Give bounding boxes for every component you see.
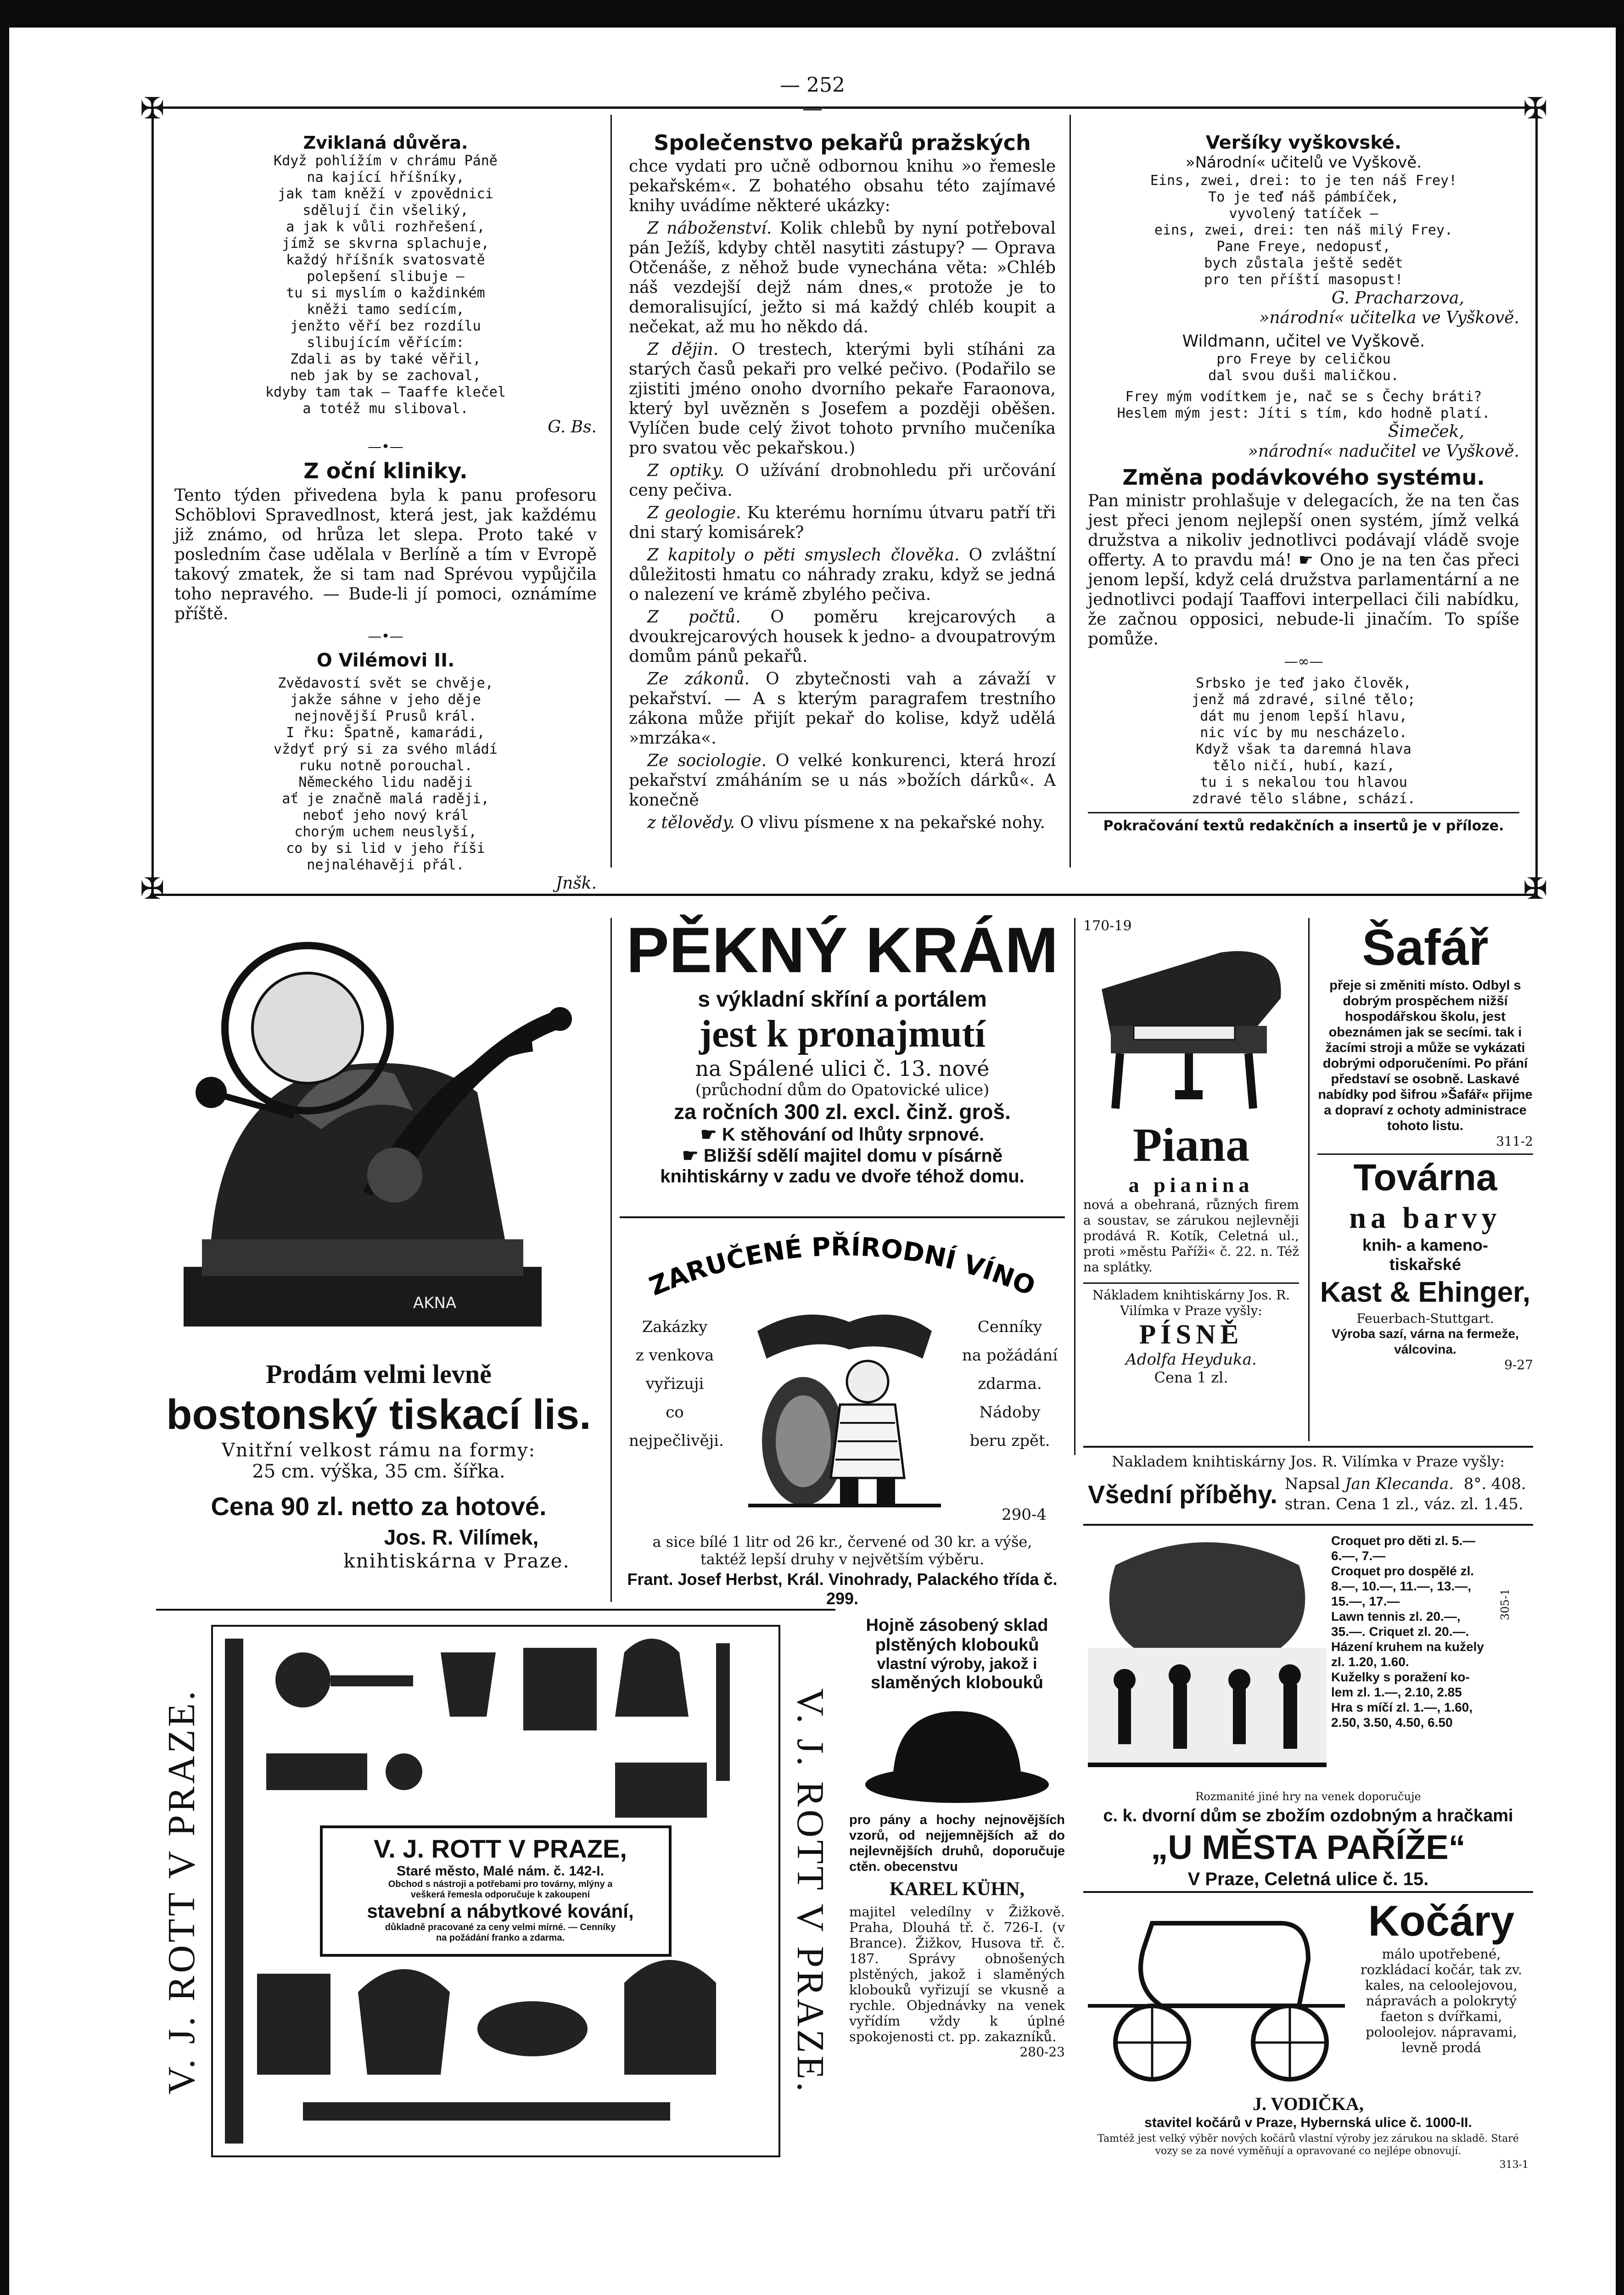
article-item bbox=[629, 751, 1056, 810]
ad-kocary-code: 313-1 bbox=[1499, 2159, 1529, 2171]
poem-line: nejnovější Prusů král. bbox=[294, 708, 477, 724]
ad-piano-sub: a pianina bbox=[1128, 1173, 1254, 1197]
poem-line: nejnaléhavěji přál. bbox=[307, 857, 465, 873]
scan-border-left bbox=[0, 28, 9, 2295]
price-row: Croquet pro dospělé zl. bbox=[1331, 1564, 1474, 1578]
rott-l1: Obchod s nástroji a potřebami pro továrny, mlýny a bbox=[388, 1879, 613, 1889]
pointing-hand-icon: ☛ bbox=[700, 1125, 722, 1145]
article-items bbox=[629, 218, 1056, 833]
ad-barvy-t1: Továrna bbox=[1353, 1157, 1497, 1198]
poem-verse bbox=[1088, 389, 1519, 422]
price-row: 8.—, 10.—, 11.—, 13.—, bbox=[1331, 1579, 1472, 1593]
wine-right-line: na požádání bbox=[962, 1346, 1058, 1365]
ad-kocary-text-block bbox=[1354, 1896, 1529, 2055]
poem-line: pro ten příští masopust! bbox=[1204, 272, 1403, 288]
ad-hats-l4: slaměných klobouků bbox=[871, 1673, 1043, 1692]
separator-ornament-icon: —•— bbox=[368, 628, 403, 644]
price-row: Házení kruhem na kužely zl. 1.20, 1.60. bbox=[1331, 1640, 1484, 1669]
wine-left-line: vyřizuji bbox=[645, 1375, 704, 1393]
separator-ornament-icon: —•— bbox=[368, 439, 403, 455]
wine-left-text bbox=[629, 1313, 724, 1455]
poem-signature: Jnšk. bbox=[555, 874, 597, 893]
rott-side-left-text: V. J. ROTT V PRAZE. bbox=[160, 1688, 203, 2094]
rott-side-right-text: V. J. ROTT V PRAZE. bbox=[789, 1688, 832, 2094]
article-item bbox=[629, 813, 1056, 833]
poem-line: eins, zwei, drei: ten náš milý Frey. bbox=[1154, 222, 1453, 238]
article-item-lead: Z kapitoly o pěti smyslech člověka. bbox=[647, 546, 969, 565]
poem-title: O Vilémovi II. bbox=[316, 650, 455, 671]
ad-pribehy-a3: stran. bbox=[1284, 1495, 1331, 1513]
ad-wine-l1: a sice bílé 1 litr od 26 kr., červené od 30 kr. a výše, bbox=[652, 1533, 1032, 1551]
poem-signature: »národní« nadučitel ve Vyškově. bbox=[1248, 442, 1519, 461]
ad-hats-name: KAREL KÜHN, bbox=[889, 1879, 1025, 1900]
printing-press-illustration bbox=[156, 918, 601, 1349]
price-row: 15.—, 17.— bbox=[1331, 1594, 1400, 1608]
ad-press-firm2: knihtiskárna v Praze. bbox=[343, 1550, 570, 1572]
ad-shop-l3: na Spálené ulici č. 13. nové bbox=[695, 1056, 990, 1081]
ad-wine-firm: Frant. Josef Herbst, Král. Vinohrady, Palackého třída č. 299. bbox=[627, 1570, 1058, 1608]
ad-press-price: Cena 90 zl. netto za hotové. bbox=[211, 1492, 547, 1521]
poem-line: Když však ta daremná hlava bbox=[1196, 741, 1411, 757]
poem-line: kněži tamo sedícím, bbox=[307, 302, 465, 318]
ad-rule bbox=[1083, 1524, 1533, 1526]
ad-rott bbox=[156, 1616, 835, 2166]
price-row: Hra s míčí zl. 1.—, 1.60, bbox=[1331, 1700, 1473, 1714]
poem-line: I řku: Špatně, kamarádi, bbox=[286, 725, 485, 741]
poem-line: vždyť prý si za svého mládí bbox=[274, 741, 498, 757]
poem-line: Německého lidu naději bbox=[298, 774, 473, 790]
corner-ornament-icon: ✠ bbox=[1523, 92, 1548, 126]
poem-line: jímž se skvrna splachuje, bbox=[282, 235, 489, 252]
ad-shop-title: PĚKNÝ KRÁM bbox=[626, 914, 1058, 986]
poem-zviklana-duvera bbox=[174, 153, 597, 417]
ad-kocary-text: málo upotřebené, rozkládací kočár, tak zv. kales, na celoolejovou, nápravách a polokrytý faeton s dvířkami, poloolejov. nápravami, levně prodá bbox=[1360, 1946, 1523, 2055]
article-item-lead: Ze zákonů. bbox=[647, 670, 766, 688]
article-item bbox=[629, 218, 1056, 337]
article-item-text: O zvláštní důležitosti hmatu co náhrady zraku, když se jedná o nalezení ve krámě zbylého pečiva. bbox=[629, 546, 1056, 604]
price-row: Lawn tennis zl. 20.—, bbox=[1331, 1609, 1461, 1623]
article-item-text: O zbytečnosti vah a závaží v pekařství. — A s kterým paragrafem trestního zákona může přijít pekař do kolise, když udělá »mrzáka«. bbox=[629, 670, 1056, 748]
ad-paris-code: 305-1 bbox=[1499, 1588, 1512, 1620]
ad-rule bbox=[1074, 918, 1075, 1455]
ad-barvy-t3: knih- a kameno- bbox=[1362, 1236, 1489, 1254]
rott-side-right bbox=[785, 1616, 835, 2166]
ad-rule bbox=[1083, 1891, 1533, 1893]
poem-line: jenžto věří bez rozdílu bbox=[290, 318, 481, 334]
wine-left-line: nejpečlivěji. bbox=[629, 1432, 724, 1450]
ad-pisne-title: PÍSNĚ bbox=[1139, 1319, 1243, 1349]
corner-ornament-icon: ✠ bbox=[140, 92, 165, 126]
ad-safar-title: Šafář bbox=[1362, 919, 1489, 976]
ad-kocary-l1: stavitel kočárů v Praze, Hybernská ulice č. 1000-II. bbox=[1144, 2115, 1472, 2130]
poem-line: polepšení slibuje — bbox=[307, 269, 465, 285]
article-item bbox=[629, 503, 1056, 543]
ad-hats bbox=[849, 1616, 1065, 2060]
poem-signature: G. Pracharzova, bbox=[1331, 289, 1464, 308]
poem-line: Pane Freye, nedopusť, bbox=[1216, 239, 1391, 255]
poem-subtitle: »Národní« učitelů ve Vyškově. bbox=[1185, 153, 1422, 172]
poem-title: Veršíky vyškovské. bbox=[1205, 132, 1402, 153]
article-item-text: O velké konkurenci, která hrozí pekařství zmáháním se u nás »božích dárků«. A konečně bbox=[629, 751, 1056, 810]
ad-shop-l5: za ročních 300 zl. excl. činž. groš. bbox=[674, 1100, 1011, 1124]
wine-arc-heading bbox=[620, 1221, 1065, 1304]
ad-wine bbox=[620, 1221, 1065, 1608]
wine-arc-text: ZARUČENÉ PŘÍRODNÍ VÍNO bbox=[645, 1231, 1040, 1302]
article-title: Společenstvo pekařů pražských bbox=[654, 130, 1031, 155]
poem-line: zdravé tělo slábne, schází. bbox=[1192, 791, 1416, 807]
ad-rule bbox=[1083, 1446, 1533, 1448]
poem-line: dát mu jenom lepší hlavu, bbox=[1200, 708, 1407, 724]
poem-subtitle: Wildmann, učitel ve Vyškově. bbox=[1182, 332, 1425, 351]
price-row: 2.50, 3.50, 4.50, 6.50 bbox=[1331, 1715, 1453, 1730]
ad-barvy-t5: Kast & Ehinger, bbox=[1320, 1276, 1531, 1308]
pointing-hand-icon: ☛ bbox=[682, 1146, 704, 1166]
price-row: lem zl. 1.—, 2.10, 2.85 bbox=[1331, 1685, 1462, 1699]
article-item-text: O poměru krejcarových a dvoukrejcarových housek k jedno- a dvoupatrovým domům pánů pekařů. bbox=[629, 608, 1056, 666]
ad-press-line4: 25 cm. výška, 35 cm. šířka. bbox=[252, 1461, 505, 1482]
poem-signature: Šimeček, bbox=[1388, 422, 1464, 441]
wine-right-line: zdarma. bbox=[978, 1375, 1042, 1393]
column-3 bbox=[1088, 133, 1519, 836]
rott-l5: na požádání franko a zdarma. bbox=[436, 1933, 565, 1943]
poem-line: slibujícím věřícím: bbox=[307, 335, 465, 351]
rott-side-left bbox=[156, 1616, 207, 2166]
article-item bbox=[629, 340, 1056, 458]
ad-rule bbox=[620, 1216, 1065, 1218]
poem-line: To je teď náš pámbíček, bbox=[1208, 189, 1399, 205]
ad-safar-text: přeje si změniti místo. Odbyl s dobrým prospěchem nižší hospodářskou školu, jest obeznámen jak se secími. tak i žacími stroji a může se vykázati dobrými odporučeními. Po přání představí se osobně. Laskavé nabídky pod šifrou »Šafář« přijme a dopraví z ochoty administrace tohoto listu. bbox=[1318, 978, 1533, 1133]
corner-ornament-icon: ✠ bbox=[1523, 872, 1548, 906]
ad-pribehy-a2: 8°. 408. bbox=[1463, 1475, 1526, 1493]
ad-hats-l1: Hojně zásobený sklad bbox=[866, 1616, 1048, 1635]
article-item bbox=[629, 545, 1056, 605]
poem-signature: »národní« učitelka ve Vyškově. bbox=[1259, 308, 1519, 327]
ad-pisne-price: Cena 1 zl. bbox=[1154, 1369, 1228, 1386]
poem-line: chorým uchem neuslyší, bbox=[294, 824, 477, 840]
ad-piano-title: Piana bbox=[1132, 1119, 1250, 1171]
ad-shop-l7-text: Bližší sdělí majitel domu v písárně bbox=[703, 1146, 1003, 1166]
ad-rule bbox=[610, 918, 612, 1602]
ad-pribehy-l1: Nakladem knihtiskárny Jos. R. Vilímka v Praze vyšly: bbox=[1111, 1453, 1505, 1470]
ad-wine-l2: taktéž lepší druhy v největším výběru. bbox=[700, 1551, 985, 1568]
wine-left-line: co bbox=[666, 1403, 684, 1422]
ad-shop-l2: jest k pronajmutí bbox=[699, 1013, 986, 1055]
poem-line: ať je značně malá raději, bbox=[282, 791, 489, 807]
ad-kocary-title: Kočáry bbox=[1368, 1897, 1515, 1945]
poem-line: Když pohlížím v chrámu Páně bbox=[274, 153, 498, 169]
ad-shop-l1: s výkladní skříní a portálem bbox=[698, 987, 987, 1012]
poem-line: jak tam kněží v zpovědnici bbox=[278, 186, 493, 202]
poem-line: nic víc by mu nescházelo. bbox=[1200, 725, 1407, 741]
article-title: Změna podávkového systému. bbox=[1122, 465, 1485, 490]
ad-paris-l1: c. k. dvorní dům se zbožím ozdobným a hračkami bbox=[1103, 1806, 1513, 1825]
ad-hats-l2: plstěných klobouků bbox=[875, 1635, 1039, 1655]
ad-pribehy-title: Všední příběhy. bbox=[1088, 1479, 1277, 1509]
poem-verse bbox=[1088, 173, 1519, 288]
ad-paris-note: Rozmanité jiné hry na venek doporučuje bbox=[1195, 1790, 1421, 1803]
poem-line: sdělují čin všeliký, bbox=[302, 202, 469, 218]
article-item-lead: Z dějin. bbox=[647, 340, 732, 359]
poem-srbsko bbox=[1088, 675, 1519, 807]
continued-note: Pokračování textů redakčních a insertů je v příloze. bbox=[1088, 812, 1519, 836]
ad-shop-l4: (průchodní dům do Opatovické ulice) bbox=[695, 1081, 990, 1099]
ad-rule bbox=[1308, 918, 1310, 1441]
poem-line: pro Freye by celičkou bbox=[1216, 351, 1391, 367]
article-item-lead: Z počtů. bbox=[647, 608, 771, 627]
article-title: Z oční kliniky. bbox=[303, 459, 468, 483]
poem-verse bbox=[1088, 351, 1519, 384]
column-1 bbox=[174, 133, 597, 893]
article-text: Tento týden přivedena byla k panu profesoru Schöblovi Spravedlnost, která jest, jak každému již známo, od hrůza let slepa. Proto také v posledním čase udělala v Berlíně a tím v Evropě takový zmatek, že si tam nad Sprévou vypůjčila toho nepravého. — Bude-li jí pomoci, oznámíme příště. bbox=[174, 486, 597, 623]
article-item-text: O vlivu písmene x na pekařské nohy. bbox=[740, 813, 1045, 832]
price-row: Kuželky s poražení ko- bbox=[1331, 1670, 1470, 1684]
article-item-lead: z tělovědy. bbox=[647, 813, 740, 832]
article-item-text: O užívání drobnohledu při určování ceny pečiva. bbox=[629, 461, 1056, 500]
separator-ornament-icon: —∞— bbox=[1284, 654, 1323, 670]
poem-line: dal svou duši maličkou. bbox=[1208, 368, 1399, 384]
article-item-text: Kolik chlebů by nyní potřeboval pán Ježíš, kdyby chtěl nasytiti zástupy? — Oprava Otčenáše, z něhož bude vynechána věta: »Chléb náš vezdejší dejž nám dnes,« protože je to demoralisující, ježto si má každý chléb koupit a nečekat, až mu ho někdo dá. bbox=[629, 219, 1056, 336]
rott-l2: veškerá řemesla odporučuje k zakoupení bbox=[410, 1890, 590, 1900]
poem-line: Zdali as by také věřil, bbox=[290, 351, 481, 367]
poem-title: Zviklaná důvěra. bbox=[303, 133, 468, 153]
article-item-text: O trestech, kterými byli stíháni za starých časů pekaři pro velké pečivo. (Podařilo se zjistiti jméno onoho dvorního pekaře Faraonova, který byl uvězněn s Josefem a později oběšen. Vylíčen bude celý život tohoto prvního mučeníka pro svatou věc pekařskou.) bbox=[629, 340, 1056, 458]
ad-press-line2: bostonský tiskací lis. bbox=[166, 1391, 591, 1438]
ad-press-line3: Vnitřní velkost rámu na formy: bbox=[221, 1440, 536, 1461]
article-item bbox=[629, 461, 1056, 500]
poem-line: tu si myslím o každinkém bbox=[286, 285, 485, 301]
article-item-lead: Ze sociologie. bbox=[647, 751, 776, 770]
poem-line: a totéž mu sliboval. bbox=[302, 401, 469, 417]
poem-line: jenž má zdravé, silné tělo; bbox=[1192, 692, 1416, 708]
article-intro: chce vydati pro učně odbornou knihu »o řemesle pekařském«. Z bohatého obsahu této zajímavé knihy uvádíme některé ukázky: bbox=[629, 157, 1056, 215]
ad-piano bbox=[1083, 918, 1299, 1386]
ad-wine-code: 290-4 bbox=[1001, 1506, 1047, 1524]
ad-paris-price-list bbox=[1331, 1533, 1496, 1730]
poem-line: ruku notně porouchal. bbox=[298, 758, 473, 774]
article-item bbox=[629, 607, 1056, 666]
grand-piano-illustration bbox=[1083, 934, 1299, 1118]
ad-barvy-t6: Feuerbach-Stuttgart. bbox=[1356, 1311, 1494, 1326]
poem-line: jakže sáhne v jeho děje bbox=[290, 692, 481, 708]
croquet-illustration bbox=[1088, 1528, 1327, 1786]
article-item bbox=[629, 669, 1056, 748]
price-row: 6.—, 7.— bbox=[1331, 1549, 1386, 1563]
column-rule bbox=[610, 115, 612, 868]
rott-l4: důkladně pracované za ceny velmi mírné. — Cenníky bbox=[385, 1922, 616, 1932]
scan-border-top bbox=[0, 0, 1624, 28]
bowler-hat-icon bbox=[849, 1693, 1065, 1812]
poem-line: Heslem mým jest: Jíti s tím, kdo hodně platí. bbox=[1117, 405, 1490, 421]
poem-line: na kající hříšníky, bbox=[307, 169, 465, 185]
ad-barvy-t7: Výroba sazí, várna na fermeže, válcovina. bbox=[1332, 1327, 1519, 1356]
poem-line: bych zůstala ještě sedět bbox=[1204, 255, 1403, 271]
ad-pisne-l1: Nákladem knihtiskárny Jos. R. Vilímka v Praze vyšly: bbox=[1083, 1282, 1299, 1319]
rott-sub: Staré město, Malé nám. č. 142-I. bbox=[397, 1864, 604, 1879]
article-item-lead: Z geologie. bbox=[647, 504, 747, 522]
ad-shop-l6-text: K stěhování od lhůty srpnové. bbox=[722, 1125, 985, 1145]
article-text: Pan ministr prohlašuje v delegacích, že na ten čas jest přeci jenom nejlepší onen systém, jímž velká družstva a nikoliv jednotlivci podávají vládě svoje offerty. A to pravdu má! ☛ Ono je na ten čas přeci jenom lepší, když celá družstva parlamentární a ne jednotlivci podají Taaffovi interpellaci čili nabídku, že začnou opposici, nebude-li jinačím. To spíše pomůže. bbox=[1088, 492, 1519, 649]
poem-line: kdyby tam tak — Taaffe klečel bbox=[265, 384, 506, 400]
ad-shop-l7 bbox=[620, 1145, 1065, 1166]
column-rule bbox=[1070, 115, 1071, 868]
price-row: Croquet pro děti zl. 5.— bbox=[1331, 1534, 1476, 1548]
wine-illustration bbox=[748, 1304, 941, 1515]
ad-pribehy-a4: Cena 1 zl., váz. zl. 1.45. bbox=[1336, 1495, 1523, 1513]
ad-barvy-t4: tiskařské bbox=[1389, 1255, 1462, 1274]
ad-piano-text: nová a obehraná, různých firem a soustav, se zárukou nejlevněji prodává R. Kotík, Celetná ul., proti »městu Paříži« č. 22. n. Též na splátky. bbox=[1083, 1197, 1299, 1275]
ad-shop-l6 bbox=[620, 1124, 1065, 1145]
poem-line: tu i s nekalou tou hlavou bbox=[1200, 774, 1407, 790]
wine-right-line: beru zpět. bbox=[969, 1432, 1050, 1450]
poem-line: a jak k vůli rozhřešení, bbox=[286, 219, 485, 235]
ad-hats-l3: vlastní výroby, jakož i bbox=[877, 1655, 1037, 1673]
poem-o-vilemovi bbox=[174, 675, 597, 873]
ad-shop-l8: knihtiskárny v zadu ve dvoře téhož domu. bbox=[660, 1166, 1025, 1187]
article-item-text: Ku kterému hornímu útvaru patří tři dni starý komisárek? bbox=[629, 504, 1056, 542]
ad-kocary-name: J. VODIČKA, bbox=[1253, 2093, 1364, 2114]
ad-safar-code: 311-2 bbox=[1496, 1134, 1533, 1149]
price-row: 35.—. Criquet zl. 20.—. bbox=[1331, 1624, 1469, 1639]
poem-signature: G. Bs. bbox=[548, 418, 597, 437]
ad-paris-title: „U MĚSTA PAŘÍŽE“ bbox=[1151, 1828, 1466, 1866]
rott-plaque bbox=[330, 1834, 670, 1943]
ad-barvy-code: 9-27 bbox=[1504, 1357, 1533, 1372]
poem-line: tělo ničí, hubí, kazí, bbox=[1212, 758, 1395, 774]
wine-left-line: Zakázky bbox=[642, 1318, 708, 1336]
scan-border-right bbox=[1616, 28, 1624, 2295]
ad-vsedni-pribehy bbox=[1088, 1453, 1529, 1514]
rott-l3: stavební a nábytkové kování, bbox=[367, 1900, 634, 1922]
poem-line: neb jak by se zachoval, bbox=[290, 368, 481, 384]
article-item-lead: Z náboženství. bbox=[647, 219, 780, 238]
column-2 bbox=[629, 130, 1056, 835]
page-number: — 252 — bbox=[780, 73, 845, 120]
ad-hats-code: 280-23 bbox=[1019, 2044, 1065, 2060]
poem-line: neboť jeho nový král bbox=[302, 807, 469, 823]
ad-hats-text: pro pány a hochy nejnovějších vzorů, od nejjemnějších až do nejlevnějších druhů, doporučuje ctěn. obecenstvu bbox=[849, 1813, 1065, 1874]
ad-kocary-l2: Tamtéž jest velký výběr nových kočárů vlastní výroby jez zárukou na skladě. Staré vozy se za nové vyměňují a opravované co nejlépe obnovují. bbox=[1098, 2133, 1519, 2157]
ad-press-line1: Prodám velmi levně bbox=[266, 1359, 492, 1389]
ad-pribehy-a1: Napsal bbox=[1284, 1475, 1340, 1493]
ad-shop-rental bbox=[620, 913, 1065, 1187]
ad-paris-l2: V Praze, Celetná ulice č. 15. bbox=[1187, 1869, 1429, 1889]
ad-rule bbox=[156, 1609, 835, 1611]
rott-title: V. J. ROTT V PRAZE, bbox=[374, 1834, 627, 1863]
wine-left-line: z venkova bbox=[635, 1346, 714, 1365]
carriage-illustration bbox=[1088, 1896, 1345, 2088]
ad-piano-code: 170-19 bbox=[1083, 918, 1132, 934]
article-item-lead: Z optiky. bbox=[647, 461, 736, 480]
engraving-label: AKNA bbox=[413, 1294, 457, 1312]
ad-hats-text2: majitel veledílny v Žižkově. Praha, Dlouhá tř. č. 726-I. (v Brance). Žižkov, Husova tř. č. 187. Správy obnošených plstěných, jakož i slaměných klobouků vyřizují se vkusně a rychle. Objednávky na venek vyřídím vždy k úplné spokojenosti ct. pp. zakazníků. bbox=[849, 1904, 1065, 2044]
corner-ornament-icon: ✠ bbox=[140, 872, 165, 906]
ad-printing-press bbox=[156, 918, 601, 1602]
ad-barvy-t2: na barvy bbox=[1349, 1201, 1501, 1235]
poem-line: Frey mým vodítkem je, nač se s Čechy bráti? bbox=[1125, 389, 1482, 405]
wine-right-text bbox=[959, 1313, 1060, 1455]
poem-line: každý hříšník svatosvatě bbox=[286, 252, 485, 268]
ad-press-firm: Jos. R. Vilímek, bbox=[384, 1525, 539, 1549]
poem-line: Srbsko je teď jako člověk, bbox=[1196, 675, 1411, 691]
poem-line: vyvolený tatíček — bbox=[1229, 206, 1378, 222]
ad-safar bbox=[1317, 918, 1533, 1372]
ad-pisne-author: Adolfa Heyduka. bbox=[1126, 1350, 1257, 1369]
ad-pribehy-author: Jan Klecanda. bbox=[1345, 1475, 1454, 1493]
wine-right-line: Nádoby bbox=[979, 1403, 1041, 1422]
poem-line: co by si lid v jeho říši bbox=[286, 840, 485, 856]
poem-line: Zvědavostí svět se chvěje, bbox=[278, 675, 493, 691]
svg-text:ZARUČENÉ PŘÍRODNÍ VÍNO bbox=[645, 1231, 1040, 1302]
wine-right-line: Cenníky bbox=[977, 1318, 1042, 1336]
poem-line: Eins, zwei, drei: to je ten náš Frey! bbox=[1150, 173, 1457, 189]
